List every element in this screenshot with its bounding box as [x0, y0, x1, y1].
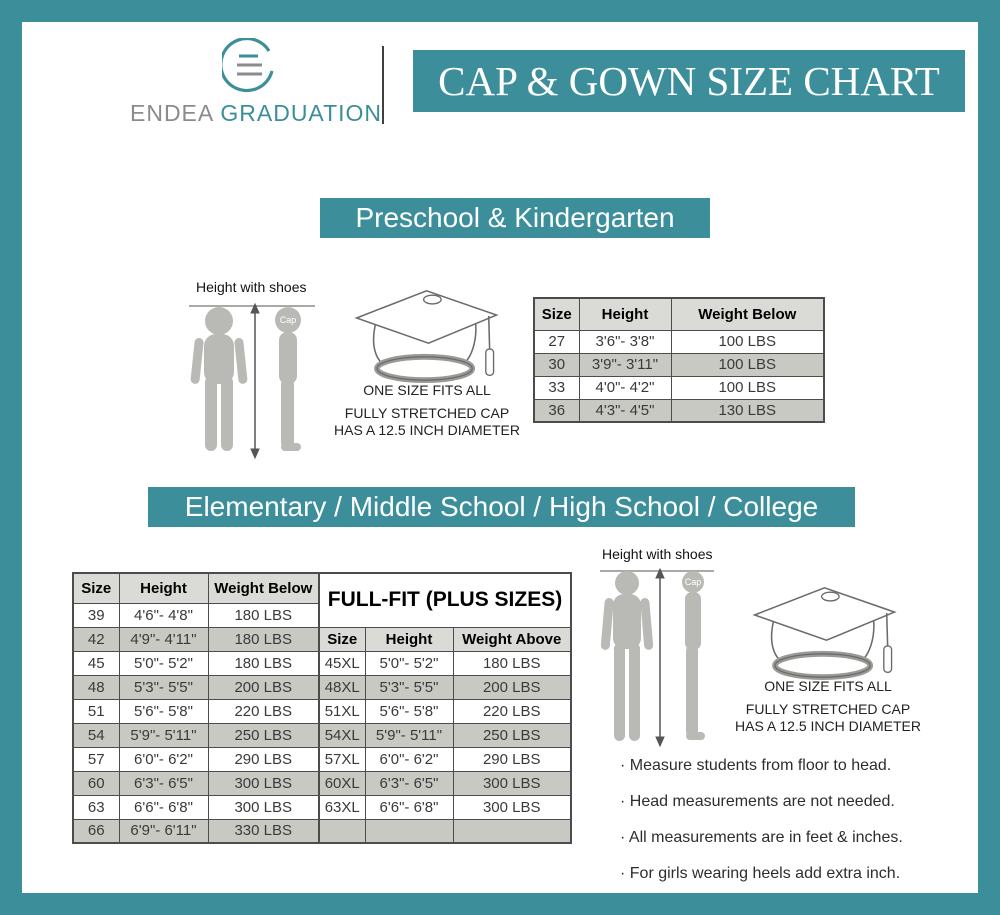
table-cell: 4'9"- 4'11" [119, 627, 208, 651]
table-cell: 180 LBS [453, 651, 571, 675]
table-cell: 5'6"- 5'8" [119, 699, 208, 723]
table-cell: 36 [534, 399, 579, 422]
table-cell: 220 LBS [453, 699, 571, 723]
preschool-size-table [533, 297, 825, 423]
table-cell: 51XL [319, 699, 365, 723]
table-cell: 5'3"- 5'5" [365, 675, 453, 699]
table-row [534, 376, 824, 399]
adult-front-silhouette [600, 571, 653, 741]
child-side-silhouette [275, 307, 301, 451]
table-cell: 30 [534, 353, 579, 376]
table-cell: 180 LBS [208, 651, 319, 675]
note-item: · All measurements are in feet & inches. [620, 820, 930, 856]
brand-name-gray: ENDEA [130, 100, 213, 126]
table-cell: 5'0"- 5'2" [119, 651, 208, 675]
table-row [73, 699, 319, 723]
table-cell [319, 819, 365, 843]
banner-upper: Elementary / Middle School / High School / College [148, 487, 855, 527]
table-cell: 60XL [319, 771, 365, 795]
table-cell: 33 [534, 376, 579, 399]
adult-silhouettes [598, 563, 716, 749]
table-row [73, 819, 319, 843]
column-header: Size [319, 627, 365, 651]
table-row [73, 675, 319, 699]
table-cell: 42 [73, 627, 119, 651]
table-cell: 5'9"- 5'11" [119, 723, 208, 747]
table-cell: 6'9"- 6'11" [119, 819, 208, 843]
table-cell: 57 [73, 747, 119, 771]
cap-note-line: ONE SIZE FITS ALL [363, 382, 491, 398]
note-item: · For girls wearing heels add extra inch. [620, 856, 930, 892]
table-cell: 330 LBS [208, 819, 319, 843]
table-row [73, 723, 319, 747]
table-cell: 180 LBS [208, 627, 319, 651]
column-header: Height [579, 298, 671, 330]
table-cell: 60 [73, 771, 119, 795]
table-cell: 39 [73, 603, 119, 627]
header-divider [382, 46, 384, 124]
child-front-silhouette [190, 307, 248, 451]
table-row [319, 795, 571, 819]
plus-table-title: FULL-FIT (PLUS SIZES) [319, 573, 571, 627]
table-cell: 300 LBS [208, 795, 319, 819]
column-header: Weight Below [671, 298, 824, 330]
measure-arrow [251, 304, 259, 458]
table-cell: 6'0"- 6'2" [365, 747, 453, 771]
brand-block [130, 38, 383, 128]
table-row [534, 399, 824, 422]
table-cell: 5'9"- 5'11" [365, 723, 453, 747]
table-row [534, 353, 824, 376]
measure-arrow [656, 569, 664, 746]
cap-note-line: ONE SIZE FITS ALL [764, 678, 892, 694]
table-cell: 250 LBS [208, 723, 319, 747]
table-cell: 5'6"- 5'8" [365, 699, 453, 723]
table-cell: 300 LBS [453, 795, 571, 819]
table-cell: 100 LBS [671, 330, 824, 353]
column-header: Size [73, 573, 119, 603]
table-row [319, 699, 571, 723]
cap-note-child [327, 382, 527, 439]
table-cell: 63XL [319, 795, 365, 819]
table-row [319, 651, 571, 675]
table-cell: 300 LBS [453, 771, 571, 795]
table-cell: 4'6"- 4'8" [119, 603, 208, 627]
table-cell: 45XL [319, 651, 365, 675]
table-cell: 200 LBS [453, 675, 571, 699]
plus-size-table [318, 572, 572, 844]
table-cell: 3'9"- 3'11" [579, 353, 671, 376]
banner-preschool: Preschool & Kindergarten [320, 198, 710, 238]
table-cell: 4'0"- 4'2" [579, 376, 671, 399]
table-cell: 6'3"- 6'5" [365, 771, 453, 795]
table-cell: 6'6"- 6'8" [119, 795, 208, 819]
table-cell: 5'0"- 5'2" [365, 651, 453, 675]
measurement-notes [620, 748, 930, 892]
brand-name [130, 100, 383, 127]
table-cell: 300 LBS [208, 771, 319, 795]
brand-logo-icon [222, 38, 278, 96]
table-cell: 250 LBS [453, 723, 571, 747]
table-cell: 48 [73, 675, 119, 699]
table-cell: 4'3"- 4'5" [579, 399, 671, 422]
table-row [319, 819, 571, 843]
table-row [73, 603, 319, 627]
table-cell: 180 LBS [208, 603, 319, 627]
table-cell: 100 LBS [671, 376, 824, 399]
table-cell: 290 LBS [208, 747, 319, 771]
table-cell: 66 [73, 819, 119, 843]
column-header: Weight Below [208, 573, 319, 603]
brand-name-teal: GRADUATION [220, 100, 383, 126]
table-row [73, 627, 319, 651]
table-cell [453, 819, 571, 843]
table-cell: 220 LBS [208, 699, 319, 723]
table-cell: 3'6"- 3'8" [579, 330, 671, 353]
adult-height-label: Height with shoes [602, 546, 713, 562]
note-item: · Measure students from floor to head. [620, 748, 930, 784]
graduation-cap-icon [342, 283, 514, 385]
table-cell: 63 [73, 795, 119, 819]
page-title: CAP & GOWN SIZE CHART [413, 50, 965, 112]
cap-head-label: Cap [684, 577, 702, 587]
table-cell: 51 [73, 699, 119, 723]
table-row [319, 675, 571, 699]
table-cell: 48XL [319, 675, 365, 699]
table-row [73, 747, 319, 771]
table-cell: 6'0"- 6'2" [119, 747, 208, 771]
cap-note-line: FULLY STRETCHED CAP [745, 701, 911, 717]
graduation-cap-icon [740, 580, 912, 682]
table-cell: 6'3"- 6'5" [119, 771, 208, 795]
cap-note-line: HAS A 12.5 INCH DIAMETER [735, 718, 921, 734]
table-cell: 57XL [319, 747, 365, 771]
table-cell: 5'3"- 5'5" [119, 675, 208, 699]
table-row [319, 771, 571, 795]
table-cell: 54XL [319, 723, 365, 747]
table-cell: 290 LBS [453, 747, 571, 771]
adult-side-silhouette [682, 571, 705, 740]
table-row [534, 330, 824, 353]
child-silhouettes [186, 296, 318, 462]
cap-head-label: Cap [279, 315, 297, 325]
table-cell [365, 819, 453, 843]
column-header: Height [119, 573, 208, 603]
table-cell: 45 [73, 651, 119, 675]
table-cell: 54 [73, 723, 119, 747]
column-header: Weight Above [453, 627, 571, 651]
column-header: Size [534, 298, 579, 330]
table-cell: 27 [534, 330, 579, 353]
table-row [73, 771, 319, 795]
main-size-table [72, 572, 320, 844]
cap-note-line: HAS A 12.5 INCH DIAMETER [334, 422, 520, 438]
table-row [319, 723, 571, 747]
table-cell: 100 LBS [671, 353, 824, 376]
table-row [73, 795, 319, 819]
table-cell: 6'6"- 6'8" [365, 795, 453, 819]
cap-note-line: FULLY STRETCHED CAP [344, 405, 510, 421]
table-row [73, 651, 319, 675]
cap-note-adult [728, 678, 928, 735]
table-cell: 200 LBS [208, 675, 319, 699]
note-item: · Head measurements are not needed. [620, 784, 930, 820]
child-height-label: Height with shoes [196, 279, 307, 295]
table-row [319, 747, 571, 771]
column-header: Height [365, 627, 453, 651]
table-cell: 130 LBS [671, 399, 824, 422]
